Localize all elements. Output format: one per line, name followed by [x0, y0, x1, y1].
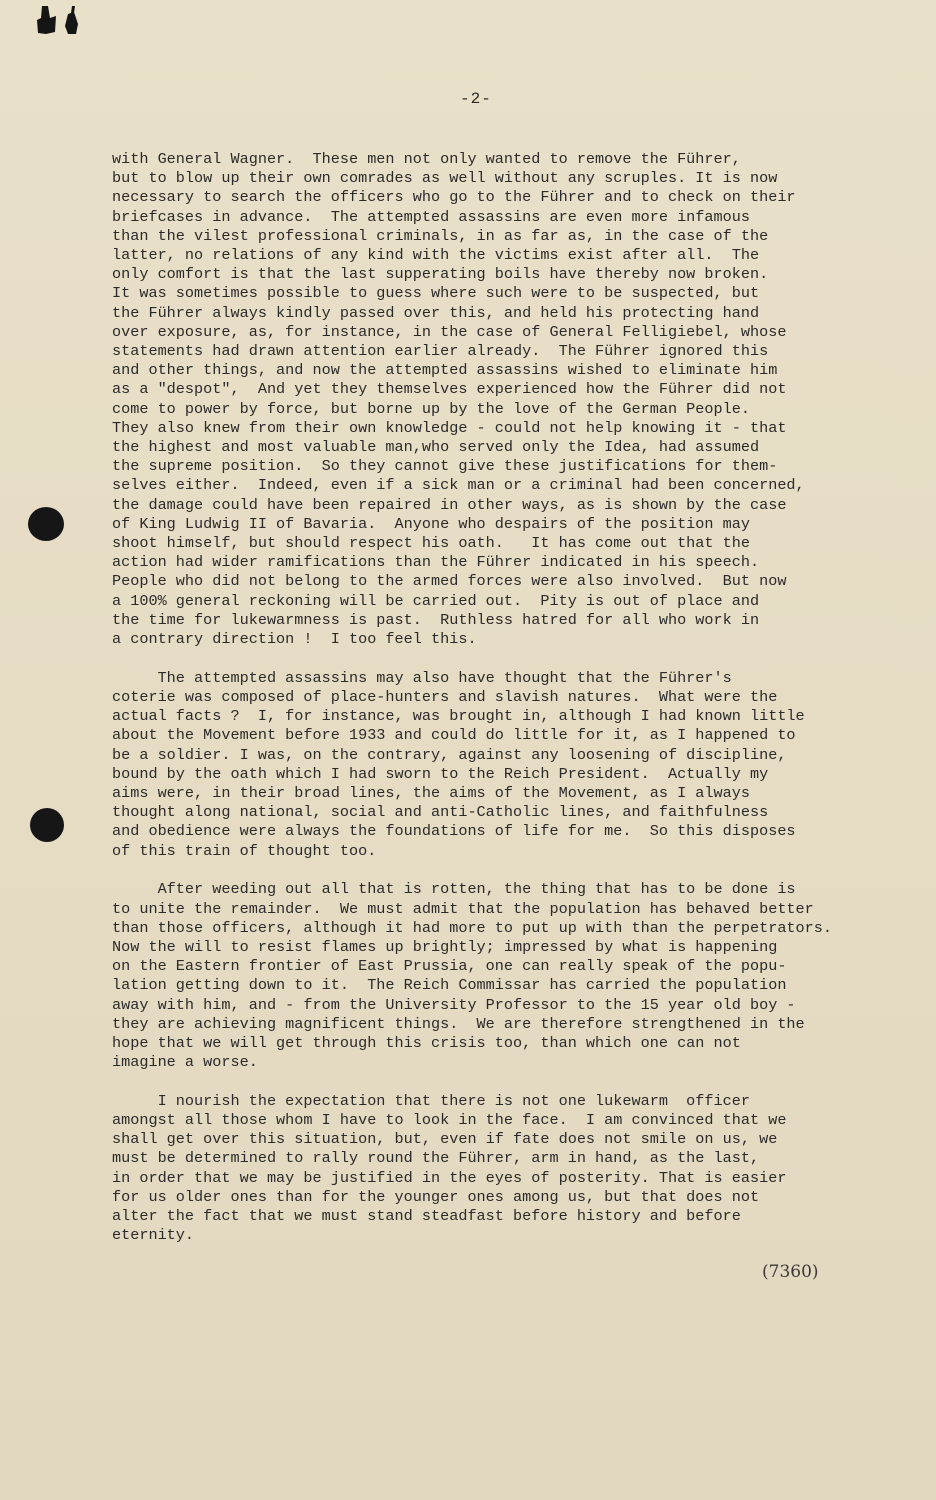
- text-line: a contrary direction ! I too feel this.: [112, 630, 477, 649]
- text-line: lation getting down to it. The Reich Commissar has carried the population: [112, 976, 787, 995]
- text-line: actual facts ? I, for instance, was brought in, although I had known little: [112, 707, 805, 726]
- text-line: coterie was composed of place-hunters and slavish natures. What were the: [112, 687, 778, 706]
- text-line: of this train of thought too.: [112, 841, 377, 860]
- paragraph-3: [112, 880, 892, 1072]
- punch-hole-bottom: [30, 808, 64, 842]
- punch-hole-top: [28, 507, 64, 541]
- text-line: selves either. Indeed, even if a sick man or a criminal had been concerned,: [112, 476, 805, 495]
- text-line: and other things, and now the attempted assassins wished to eliminate him: [112, 361, 778, 380]
- text-line: It was sometimes possible to guess where such were to be suspected, but: [112, 284, 760, 303]
- text-line: shall get over this situation, but, even if fate does not smile on us, we: [112, 1130, 778, 1149]
- text-line: as a "despot", And yet they themselves experienced how the Führer did not: [112, 380, 787, 399]
- paragraph-2: [112, 669, 892, 861]
- text-line: on the Eastern frontier of East Prussia, one can really speak of the popu-: [112, 957, 787, 976]
- text-line: bound by the oath which I had sworn to the Reich President. Actually my: [112, 764, 769, 783]
- text-line: shoot himself, but should respect his oath. It has come out that the: [112, 534, 750, 553]
- text-line: than the vilest professional criminals, in as far as, in the case of the: [112, 226, 769, 245]
- text-line: a 100% general reckoning will be carried out. Pity is out of place and: [112, 591, 760, 610]
- text-line: the Führer always kindly passed over this, and held his protecting hand: [112, 303, 760, 322]
- text-line: imagine a worse.: [112, 1053, 258, 1072]
- text-line: amongst all those whom I have to look in the face. I am convinced that we: [112, 1111, 787, 1130]
- text-line: thought along national, social and anti-Catholic lines, and faithfulness: [112, 803, 769, 822]
- text-line: necessary to search the officers who go to the Führer and to check on their: [112, 188, 796, 207]
- text-line: action had wider ramifications than the Führer indicated in his speech.: [112, 553, 760, 572]
- text-line: than those officers, although it had more to put up with than the perpetrators.: [112, 918, 833, 937]
- text-line: Now the will to resist flames up brightly; impressed by what is happening: [112, 937, 778, 956]
- text-line: the damage could have been repaired in other ways, as is shown by the case: [112, 495, 787, 514]
- text-line: the time for lukewarmness is past. Ruthless hatred for all who work in: [112, 610, 760, 629]
- text-line: away with him, and - from the University Professor to the 15 year old boy -: [112, 995, 796, 1014]
- paragraph-4: [112, 1092, 892, 1246]
- text-line: over exposure, as, for instance, in the case of General Felligiebel, whose: [112, 322, 787, 341]
- paragraph-1: [112, 150, 892, 649]
- text-line: They also knew from their own knowledge - could not help knowing it - that: [112, 418, 787, 437]
- text-line: eternity.: [112, 1226, 195, 1245]
- text-line: latter, no relations of any kind with the victims exist after all. The: [112, 246, 760, 265]
- text-line: I nourish the expectation that there is not one lukewarm officer: [112, 1091, 750, 1110]
- text-line: must be determined to rally round the Führer, arm in hand, as the last,: [112, 1149, 760, 1168]
- catalog-reference: (7360): [762, 1262, 819, 1282]
- text-line: they are achieving magnificent things. We are therefore strengthened in the: [112, 1014, 805, 1033]
- text-line: the highest and most valuable man,who served only the Idea, had assumed: [112, 438, 760, 457]
- text-line: only comfort is that the last supperating boils have thereby now broken.: [112, 265, 769, 284]
- text-line: briefcases in advance. The attempted assassins are even more infamous: [112, 207, 750, 226]
- text-line: about the Movement before 1933 and could do little for it, as I happened to: [112, 726, 796, 745]
- text-line: of King Ludwig II of Bavaria. Anyone who despairs of the position may: [112, 514, 750, 533]
- text-line: come to power by force, but borne up by the love of the German People.: [112, 399, 750, 418]
- text-line: statements had drawn attention earlier already. The Führer ignored this: [112, 342, 769, 361]
- text-line: The attempted assassins may also have thought that the Führer's: [112, 668, 732, 687]
- text-line: alter the fact that we must stand steadfast before history and before: [112, 1207, 741, 1226]
- text-line: but to blow up their own comrades as well without any scruples. It is now: [112, 169, 778, 188]
- corner-ink-mark: [28, 4, 108, 36]
- letter-body: [112, 150, 892, 1245]
- text-line: for us older ones than for the younger ones among us, but that does not: [112, 1187, 760, 1206]
- text-line: aims were, in their broad lines, the aims of the Movement, as I always: [112, 784, 750, 802]
- text-line: hope that we will get through this crisis too, than which one can not: [112, 1033, 741, 1052]
- text-line: People who did not belong to the armed forces were also involved. But now: [112, 572, 787, 591]
- text-line: with General Wagner. These men not only wanted to remove the Führer,: [112, 150, 741, 168]
- text-line: be a soldier. I was, on the contrary, against any loosening of discipline,: [112, 745, 787, 764]
- page-number: -2-: [460, 90, 492, 108]
- text-line: and obedience were always the foundations of life for me. So this disposes: [112, 822, 796, 841]
- text-line: to unite the remainder. We must admit that the population has behaved better: [112, 899, 814, 918]
- text-line: the supreme position. So they cannot give these justifications for them-: [112, 457, 778, 476]
- text-line: in order that we may be justified in the eyes of posterity. That is easier: [112, 1168, 787, 1187]
- text-line: After weeding out all that is rotten, the thing that has to be done is: [112, 880, 796, 899]
